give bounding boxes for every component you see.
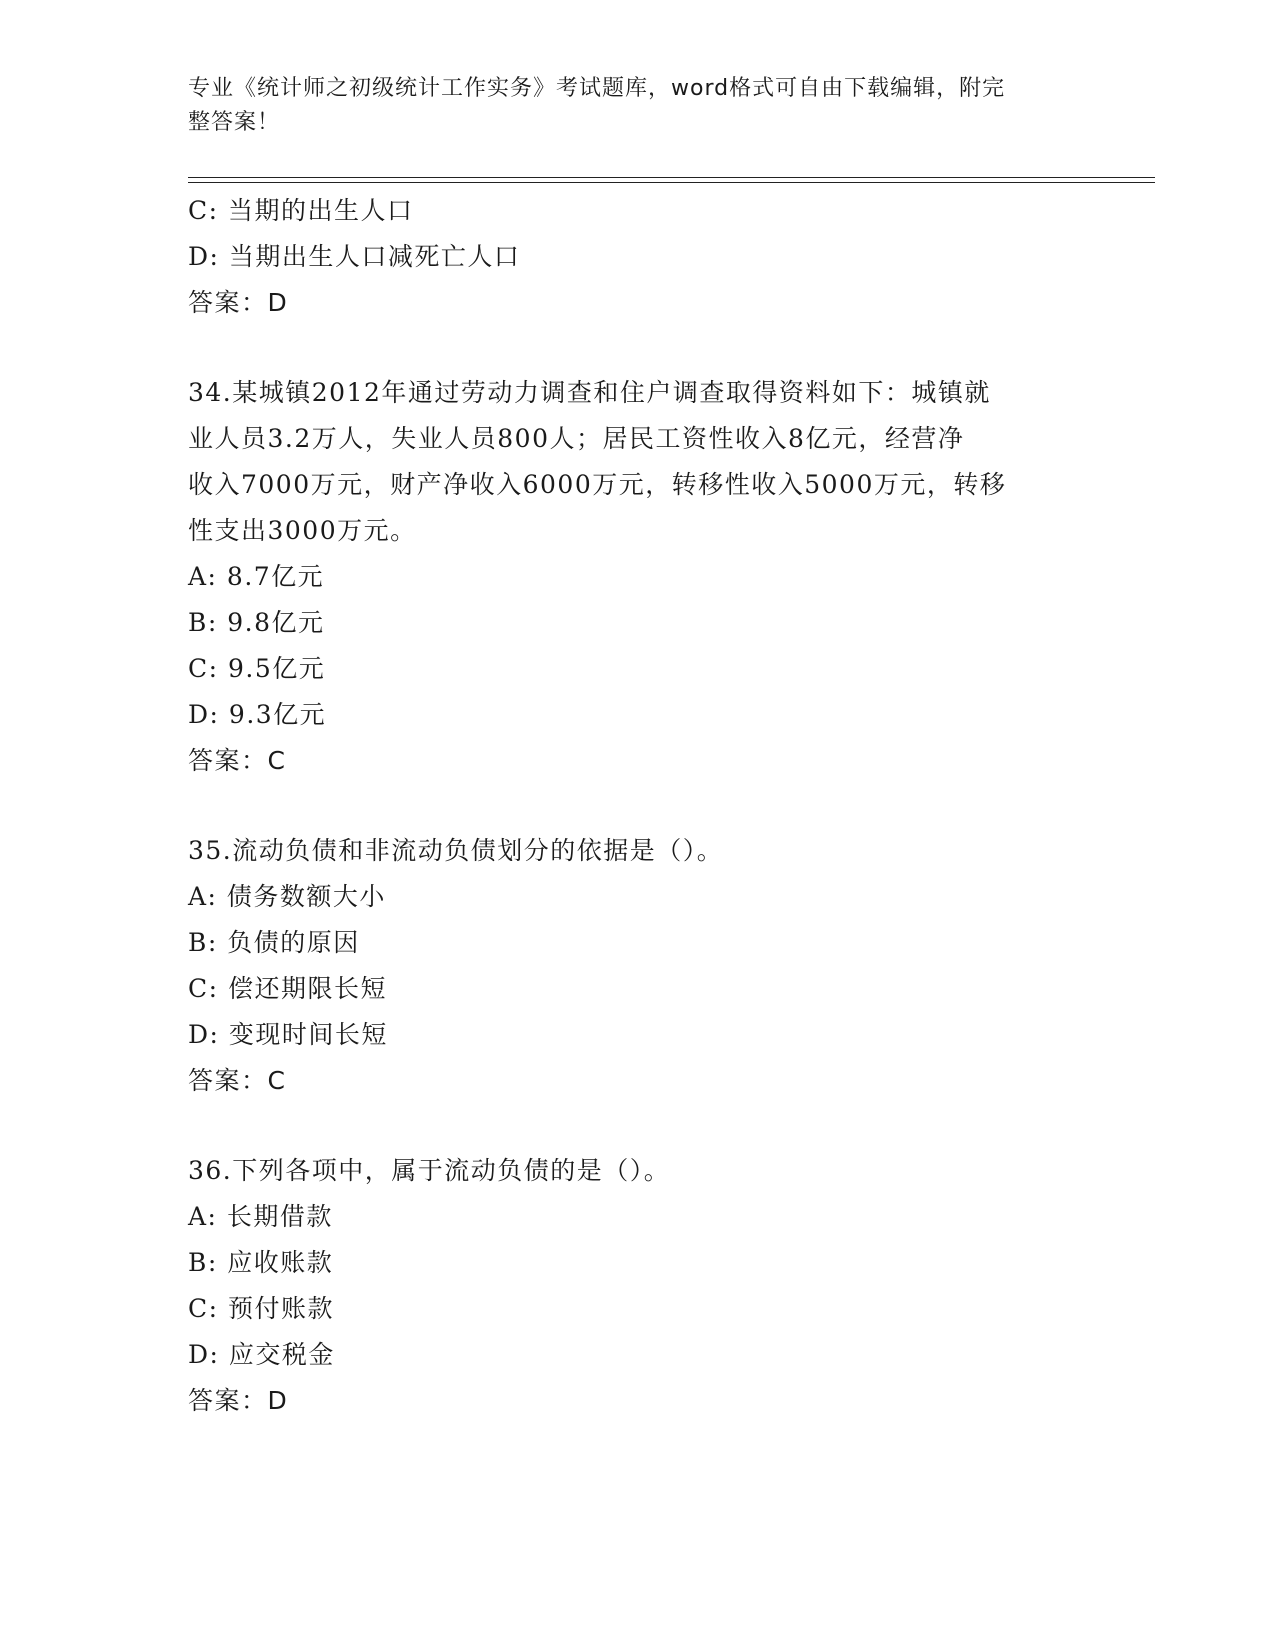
answer: 答案：C (188, 746, 287, 775)
question-stem: 35.流动负债和非流动负债划分的依据是（）。 (188, 836, 724, 865)
option-a: A: 8.7亿元 (188, 562, 325, 591)
header-divider-bottom (188, 182, 1155, 183)
question-35 (188, 828, 1088, 1104)
question-34 (188, 370, 1088, 784)
option-c: C: 9.5亿元 (188, 654, 326, 683)
question-33-tail (188, 188, 1088, 326)
question-content (188, 188, 1088, 1424)
document-header (188, 72, 1088, 140)
option-c: C: 预付账款 (188, 1294, 334, 1323)
header-line-1: 专业《统计师之初级统计工作实务》考试题库，word格式可自由下载编辑，附完 (188, 76, 1006, 101)
option-b: B: 应收账款 (188, 1248, 334, 1277)
option-b: B: 9.8亿元 (188, 608, 325, 637)
option-d: D: 当期出生人口减死亡人口 (188, 242, 521, 271)
option-b: B: 负债的原因 (188, 928, 360, 957)
option-d: D: 应交税金 (188, 1340, 335, 1369)
question-stem-line: 业人员3.2万人，失业人员800人；居民工资性收入8亿元，经营净 (188, 424, 965, 453)
option-c: C: 偿还期限长短 (188, 974, 387, 1003)
option-d: D: 9.3亿元 (188, 700, 327, 729)
answer: 答案：D (188, 288, 289, 317)
option-a: A: 长期借款 (188, 1202, 333, 1231)
header-line-2: 整答案！ (188, 110, 281, 135)
answer: 答案：C (188, 1066, 287, 1095)
option-a: A: 债务数额大小 (188, 882, 386, 911)
question-stem-line: 34.某城镇2012年通过劳动力调查和住户调查取得资料如下：城镇就 (188, 378, 991, 407)
question-stem: 36.下列各项中，属于流动负债的是（）。 (188, 1156, 671, 1185)
option-c: C: 当期的出生人口 (188, 196, 414, 225)
answer: 答案：D (188, 1386, 289, 1415)
question-stem-line: 性支出3000万元。 (188, 516, 417, 545)
header-divider-top (188, 177, 1155, 178)
question-stem-line: 收入7000万元，财产净收入6000万元，转移性收入5000万元，转移 (188, 470, 1007, 499)
option-d: D: 变现时间长短 (188, 1020, 388, 1049)
question-36 (188, 1148, 1088, 1424)
